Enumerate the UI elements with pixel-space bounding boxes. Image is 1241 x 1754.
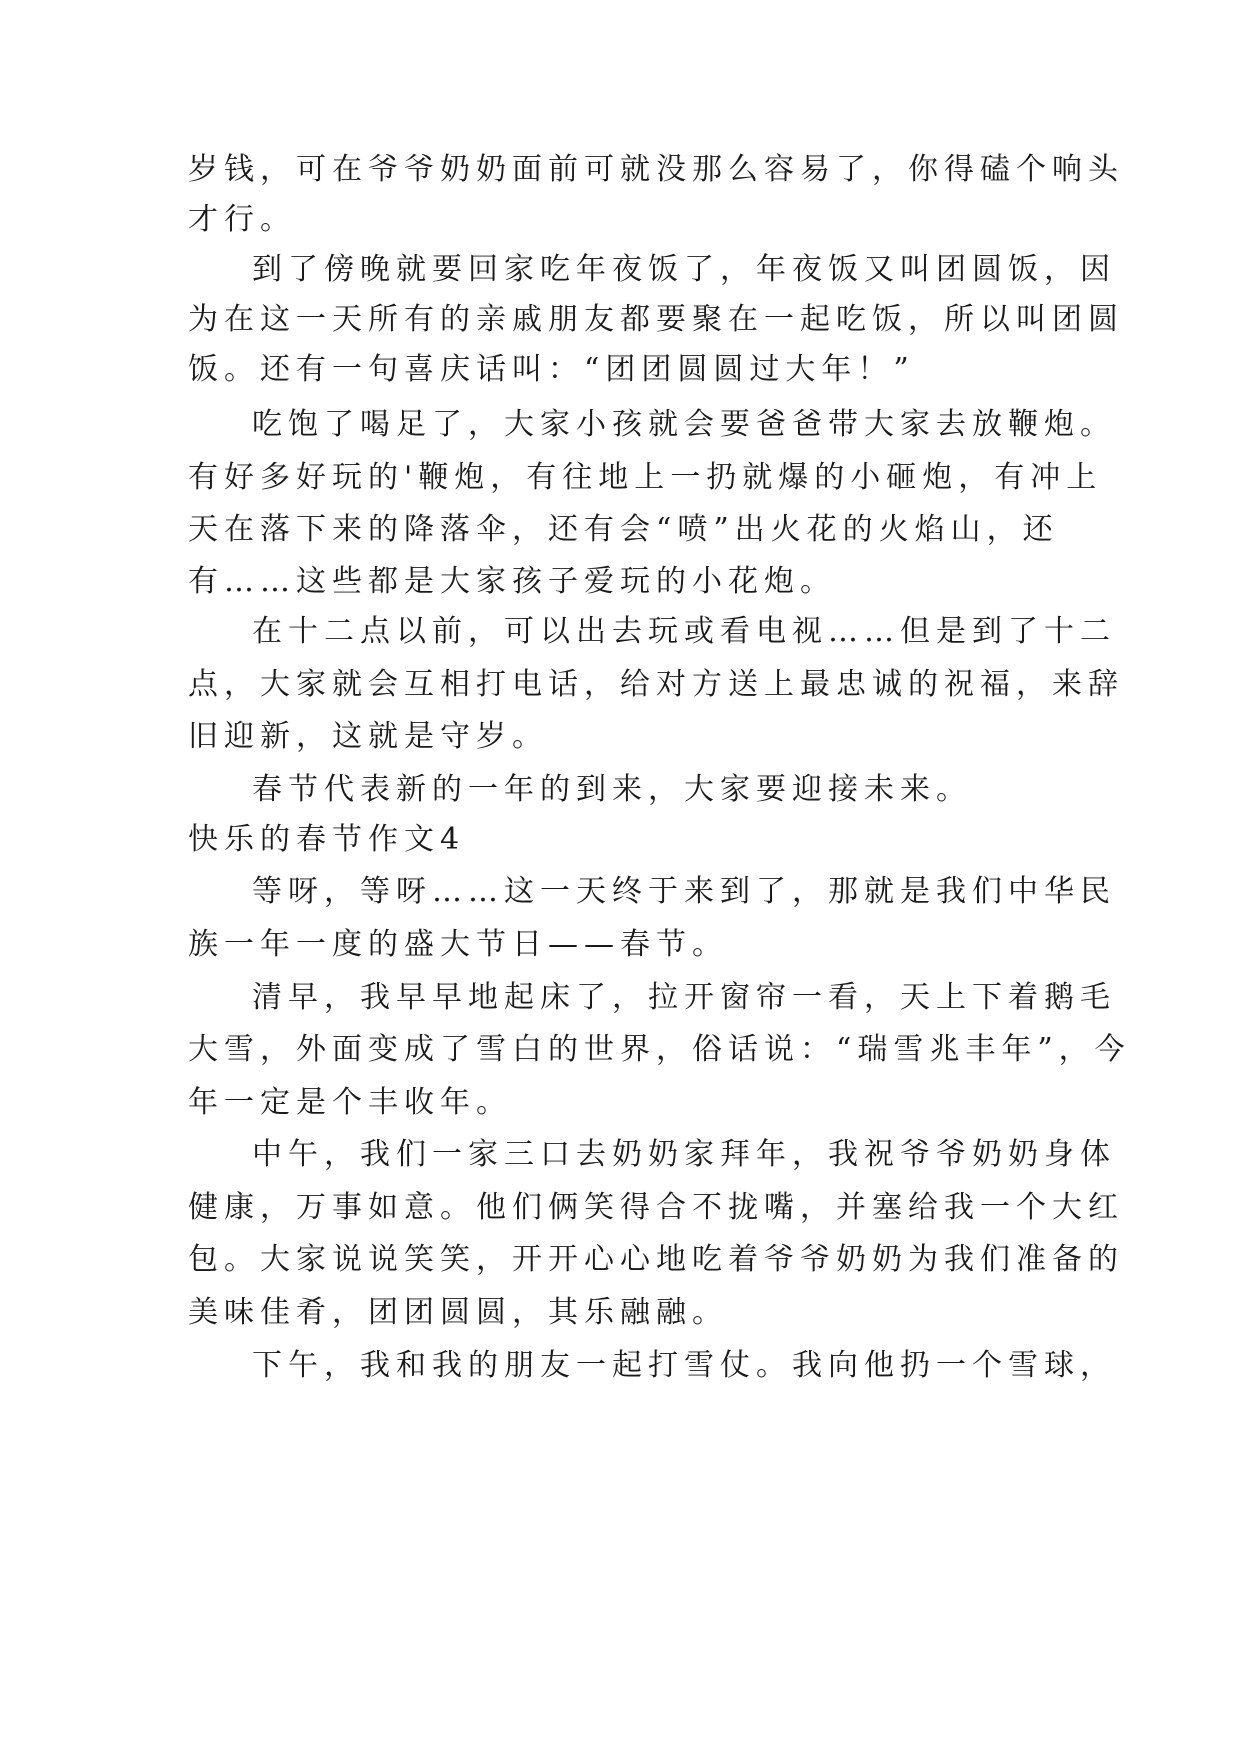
text-line: 才行。: [188, 202, 296, 237]
text-line: 有……这些都是大家孩子爱玩的小花炮。: [188, 564, 836, 599]
text-line: 旧迎新，这就是守岁。: [188, 719, 548, 754]
text-line: 有好多好玩的'鞭炮，有往地上一扔就爆的小砸炮，有冲上: [188, 460, 1103, 495]
text-line: 为在这一天所有的亲戚朋友都要聚在一起吃饭，所以叫团圆: [188, 302, 1124, 337]
text-line: 岁钱，可在爷爷奶奶面前可就没那么容易了，你得磕个响头: [188, 152, 1124, 187]
text-line: 点，大家就会互相打电话，给对方送上最忠诚的祝福，来辞: [188, 667, 1124, 702]
text-line: 大雪，外面变成了雪白的世界，俗话说：“瑞雪兆丰年”，今: [188, 1032, 1131, 1067]
text-line: 包。大家说说笑笑，开开心心地吃着爷爷奶奶为我们准备的: [188, 1242, 1124, 1277]
text-line: 天在落下来的降落伞，还有会“喷”出火花的火焰山，还: [188, 512, 1059, 547]
text-line: 饭。还有一句喜庆话叫：“团团圆圆过大年！”: [188, 352, 915, 387]
text-line: 族一年一度的盛大节日——春节。: [188, 927, 728, 962]
paragraph-line: 到了傍晚就要回家吃年夜饭了，年夜饭又叫团圆饭，因: [252, 252, 1116, 287]
text-line: 年一定是个丰收年。: [188, 1085, 512, 1120]
paragraph-line: 清早，我早早地起床了，拉开窗帘一看，天上下着鹅毛: [252, 980, 1116, 1015]
paragraph-line: 等呀，等呀……这一天终于来到了，那就是我们中华民: [252, 874, 1116, 909]
paragraph-line: 下午，我和我的朋友一起打雪仗。我向他扔一个雪球，: [252, 1348, 1116, 1383]
paragraph-line: 春节代表新的一年的到来，大家要迎接未来。: [252, 772, 972, 807]
paragraph-line: 在十二点以前，可以出去玩或看电视……但是到了十二: [252, 614, 1116, 649]
text-line: 美味佳肴，团团圆圆，其乐融融。: [188, 1295, 728, 1330]
text-line: 健康，万事如意。他们俩笑得合不拢嘴，并塞给我一个大红: [188, 1190, 1124, 1225]
section-title: 快乐的春节作文4: [188, 822, 466, 857]
paragraph-line: 吃饱了喝足了，大家小孩就会要爸爸带大家去放鞭炮。: [252, 407, 1116, 442]
paragraph-line: 中午，我们一家三口去奶奶家拜年，我祝爷爷奶奶身体: [252, 1137, 1116, 1172]
